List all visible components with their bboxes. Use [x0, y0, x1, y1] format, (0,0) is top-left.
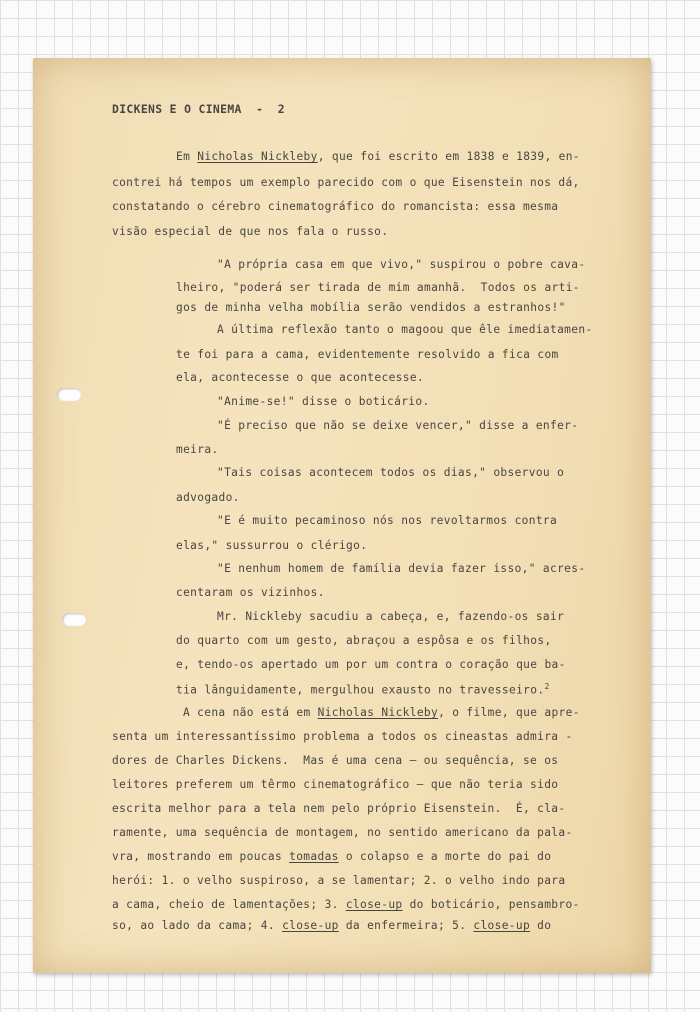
text-line	[176, 444, 219, 455]
underlined-term: Nicholas Nickleby	[197, 150, 318, 163]
text-line	[176, 659, 566, 670]
text-segment: , o filme, que apre-	[438, 706, 580, 719]
text-segment: contrei há tempos um exemplo parecido com o que Eisenstein nos dá,	[112, 176, 580, 189]
text-segment: A última reflexão tanto o magoou que êle imediatamen-	[217, 323, 593, 336]
text-segment: ramente, uma sequência de montagem, no sentido americano da pala-	[112, 826, 573, 839]
text-segment: , que foi escrito em 1838 e 1839, en-	[317, 150, 580, 163]
underlined-term: tomadas	[289, 850, 339, 863]
text-line	[112, 779, 558, 790]
text-segment: a cama, cheio de lamentações; 3.	[112, 898, 346, 911]
text-segment: do	[530, 919, 552, 932]
text-line	[176, 635, 552, 646]
text-segment: "Anime-se!" disse o boticário.	[217, 395, 430, 408]
text-segment: leitores preferem um têrmo cinematográfico — que não teria sido	[112, 778, 559, 791]
text-line	[176, 151, 580, 162]
underlined-term: close-up	[282, 919, 339, 932]
text-segment: elas," sussurrou o clérigo.	[176, 539, 368, 552]
text-line	[112, 177, 580, 188]
text-line	[217, 467, 564, 478]
text-segment: e, tendo-os apertado um por um contra o coração que ba-	[176, 658, 566, 671]
text-line	[176, 282, 580, 293]
text-line	[112, 827, 573, 838]
footnote-marker: 2	[544, 682, 550, 691]
text-line	[183, 707, 580, 718]
text-segment: vra, mostrando em poucas	[112, 850, 290, 863]
text-segment: herói: 1. o velho suspiroso, a se lamentar; 2. o velho indo para	[112, 874, 566, 887]
text-segment: Mr. Nickleby sacudiu a cabeça, e, fazendo-os sair	[217, 610, 565, 623]
text-line	[217, 515, 557, 526]
text-segment: escrita melhor para a tela nem pelo próprio Eisenstein. É, cla-	[112, 802, 566, 815]
text-line	[217, 396, 430, 407]
text-segment: meira.	[176, 443, 219, 456]
text-segment: ela, acontecesse o que acontecesse.	[176, 371, 424, 384]
text-line	[217, 611, 564, 622]
text-segment: do quarto com um gesto, abraçou a espôsa e os filhos,	[176, 634, 552, 647]
text-line	[112, 851, 551, 862]
punch-hole	[62, 613, 86, 626]
text-line	[176, 349, 559, 360]
punch-hole	[57, 388, 81, 401]
text-segment: tia lânguidamente, mergulhou exausto no travesseiro.	[176, 683, 545, 697]
text-line	[217, 259, 585, 270]
text-line	[112, 875, 565, 886]
text-segment: Em	[176, 150, 198, 163]
text-line	[112, 226, 388, 237]
text-segment: A cena não está em	[183, 706, 318, 719]
text-line	[176, 587, 325, 598]
text-line	[112, 731, 573, 742]
text-segment: "A própria casa em que vivo," suspirou o pobre cava-	[217, 258, 586, 271]
page-header: DICKENS E O CINEMA - 2	[112, 102, 285, 116]
text-segment: o colapso e a morte do pai do	[338, 850, 552, 863]
text-segment: do boticário, pensambro-	[402, 898, 580, 911]
text-line	[176, 372, 424, 383]
text-segment: advogado.	[176, 491, 240, 504]
underlined-term: Nicholas Nickleby	[317, 706, 439, 719]
text-line	[112, 201, 558, 212]
text-line	[176, 540, 367, 551]
text-segment: da enfermeira; 5.	[338, 919, 474, 932]
text-segment: "E nenhum homem de família devia fazer isso," acres-	[217, 562, 586, 575]
text-line	[217, 420, 578, 431]
text-segment: senta um interessantíssimo problema a todos os cineastas admira -	[112, 730, 573, 743]
text-segment: centaram os vizinhos.	[176, 586, 325, 599]
text-segment: "E é muito pecaminoso nós nos revoltarmos contra	[217, 514, 558, 527]
text-segment: visão especial de que nos fala o russo.	[112, 225, 389, 238]
text-line	[176, 683, 550, 696]
text-line	[112, 803, 565, 814]
text-segment: gos de minha velha mobília serão vendidos a estranhos!"	[176, 301, 566, 314]
text-segment: constatando o cérebro cinematográfico do romancista: essa mesma	[112, 200, 559, 213]
text-segment: dores de Charles Dickens. Mas é uma cena — ou sequência, se os	[112, 754, 559, 767]
text-segment: "É preciso que não se deixe vencer," disse a enfer-	[217, 419, 579, 432]
text-line	[176, 492, 240, 503]
text-segment: te foi para a cama, evidentemente resolvido a fica com	[176, 348, 559, 361]
text-line	[112, 899, 580, 910]
text-line	[217, 324, 593, 335]
text-line	[112, 755, 558, 766]
text-line	[176, 302, 566, 313]
text-line	[112, 920, 551, 931]
underlined-term: close-up	[473, 919, 531, 932]
text-segment: lheiro, "poderá ser tirada de mim amanhã. Todos os arti-	[176, 281, 580, 294]
text-segment: so, ao lado da cama; 4.	[112, 919, 283, 932]
underlined-term: close-up	[345, 898, 403, 911]
text-line	[217, 563, 585, 574]
text-segment: "Tais coisas acontecem todos os dias," observou o	[217, 466, 565, 479]
